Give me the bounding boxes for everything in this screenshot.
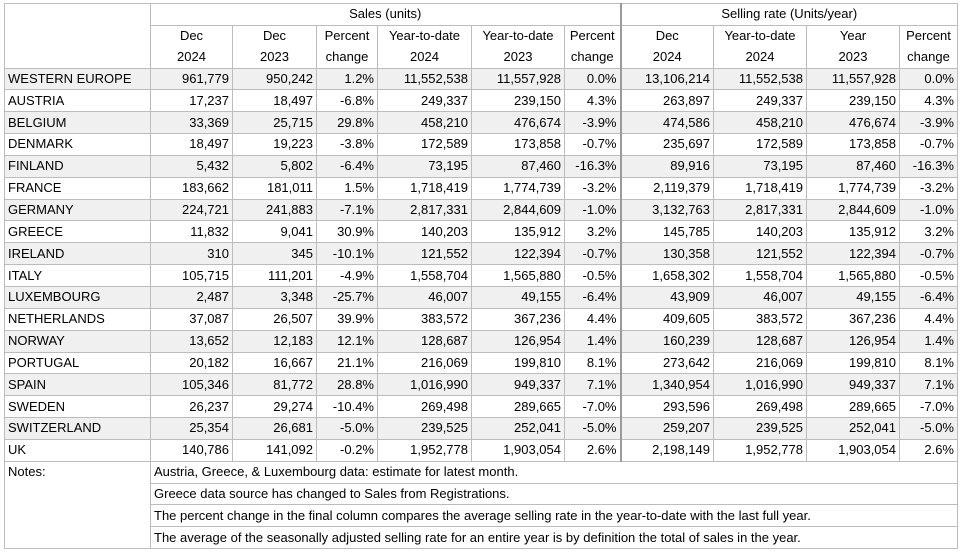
value-cell: 2,844,609	[807, 199, 900, 221]
value-cell: 4.4%	[900, 308, 958, 330]
value-cell: 0.0%	[565, 68, 621, 90]
table-row	[5, 221, 958, 243]
country-name-cell: FINLAND	[5, 155, 151, 177]
value-cell: 1,016,990	[378, 374, 472, 396]
value-cell: -0.7%	[900, 134, 958, 156]
table-body	[5, 68, 958, 461]
value-cell: 269,498	[378, 396, 472, 418]
column-header-line1: Percent	[900, 25, 958, 46]
value-cell: 458,210	[378, 112, 472, 134]
column-header-line1: Percent	[317, 25, 378, 46]
column-header-line2: change	[900, 47, 958, 68]
note-text: Greece data source has changed to Sales from Registrations.	[151, 483, 958, 505]
value-cell: 11,552,538	[378, 68, 472, 90]
value-cell: 4.3%	[565, 90, 621, 112]
column-header-line2: 2023	[233, 47, 317, 68]
value-cell: 249,337	[378, 90, 472, 112]
value-cell: 249,337	[714, 90, 807, 112]
value-cell: 8.1%	[565, 352, 621, 374]
value-cell: 20,182	[151, 352, 233, 374]
value-cell: -10.4%	[317, 396, 378, 418]
value-cell: 241,883	[233, 199, 317, 221]
value-cell: -6.4%	[565, 286, 621, 308]
value-cell: -1.0%	[900, 199, 958, 221]
note-text: Austria, Greece, & Luxembourg data: estimate for latest month.	[151, 461, 958, 483]
value-cell: -4.9%	[317, 265, 378, 287]
value-cell: 289,665	[472, 396, 565, 418]
value-cell: 2,119,379	[621, 177, 714, 199]
value-cell: 126,954	[807, 330, 900, 352]
value-cell: 37,087	[151, 308, 233, 330]
value-cell: 18,497	[151, 134, 233, 156]
table-row	[5, 308, 958, 330]
column-header-line1: Percent	[565, 25, 621, 46]
value-cell: 1,952,778	[378, 439, 472, 461]
country-name-cell: FRANCE	[5, 177, 151, 199]
column-header-line2: 2024	[151, 47, 233, 68]
country-name-cell: SPAIN	[5, 374, 151, 396]
value-cell: 105,715	[151, 265, 233, 287]
value-cell: -3.9%	[565, 112, 621, 134]
value-cell: 19,223	[233, 134, 317, 156]
value-cell: 3.2%	[565, 221, 621, 243]
value-cell: 126,954	[472, 330, 565, 352]
value-cell: 140,786	[151, 439, 233, 461]
value-cell: 1,774,739	[472, 177, 565, 199]
value-cell: 13,652	[151, 330, 233, 352]
value-cell: 121,552	[378, 243, 472, 265]
value-cell: 474,586	[621, 112, 714, 134]
value-cell: 476,674	[472, 112, 565, 134]
value-cell: 39.9%	[317, 308, 378, 330]
value-cell: 145,785	[621, 221, 714, 243]
value-cell: 961,779	[151, 68, 233, 90]
value-cell: 33,369	[151, 112, 233, 134]
country-name-cell: PORTUGAL	[5, 352, 151, 374]
value-cell: 128,687	[378, 330, 472, 352]
value-cell: 89,916	[621, 155, 714, 177]
value-cell: 18,497	[233, 90, 317, 112]
value-cell: -3.2%	[565, 177, 621, 199]
value-cell: 273,642	[621, 352, 714, 374]
column-header-line2: change	[317, 47, 378, 68]
country-name-cell: GERMANY	[5, 199, 151, 221]
value-cell: 2.6%	[900, 439, 958, 461]
value-cell: 181,011	[233, 177, 317, 199]
value-cell: -6.4%	[317, 155, 378, 177]
country-name-cell: WESTERN EUROPE	[5, 68, 151, 90]
table-row	[5, 134, 958, 156]
table-row	[5, 374, 958, 396]
value-cell: 235,697	[621, 134, 714, 156]
column-header-line1: Year-to-date	[378, 25, 472, 46]
value-cell: 16,667	[233, 352, 317, 374]
table-row	[5, 90, 958, 112]
value-cell: 87,460	[807, 155, 900, 177]
column-header-line2: 2024	[621, 47, 714, 68]
value-cell: 87,460	[472, 155, 565, 177]
value-cell: 2,817,331	[714, 199, 807, 221]
header-group-row	[5, 4, 958, 26]
value-cell: 11,552,538	[714, 68, 807, 90]
value-cell: 7.1%	[565, 374, 621, 396]
value-cell: -7.0%	[900, 396, 958, 418]
value-cell: 949,337	[807, 374, 900, 396]
value-cell: 135,912	[807, 221, 900, 243]
value-cell: -6.4%	[900, 286, 958, 308]
value-cell: 1,558,704	[714, 265, 807, 287]
table-row	[5, 68, 958, 90]
sales-table	[4, 3, 958, 549]
column-header-line1: Year-to-date	[472, 25, 565, 46]
value-cell: 9,041	[233, 221, 317, 243]
value-cell: 310	[151, 243, 233, 265]
value-cell: -25.7%	[317, 286, 378, 308]
value-cell: -16.3%	[900, 155, 958, 177]
value-cell: -5.0%	[317, 418, 378, 440]
value-cell: 11,557,928	[472, 68, 565, 90]
value-cell: 12,183	[233, 330, 317, 352]
table-row	[5, 418, 958, 440]
value-cell: -0.7%	[565, 243, 621, 265]
column-header-line2: 2024	[378, 47, 472, 68]
value-cell: 0.0%	[900, 68, 958, 90]
value-cell: 216,069	[714, 352, 807, 374]
value-cell: 1,718,419	[714, 177, 807, 199]
value-cell: 46,007	[714, 286, 807, 308]
value-cell: 259,207	[621, 418, 714, 440]
value-cell: 1.5%	[317, 177, 378, 199]
value-cell: 26,681	[233, 418, 317, 440]
country-name-cell: IRELAND	[5, 243, 151, 265]
value-cell: 224,721	[151, 199, 233, 221]
value-cell: 1.4%	[565, 330, 621, 352]
table-row	[5, 112, 958, 134]
value-cell: 4.4%	[565, 308, 621, 330]
value-cell: 5,432	[151, 155, 233, 177]
column-header-line2: 2023	[807, 47, 900, 68]
value-cell: 4.3%	[900, 90, 958, 112]
value-cell: 1,658,302	[621, 265, 714, 287]
value-cell: 476,674	[807, 112, 900, 134]
value-cell: 11,557,928	[807, 68, 900, 90]
country-name-cell: NORWAY	[5, 330, 151, 352]
value-cell: 367,236	[807, 308, 900, 330]
country-name-cell: AUSTRIA	[5, 90, 151, 112]
country-name-cell: SWITZERLAND	[5, 418, 151, 440]
value-cell: 17,237	[151, 90, 233, 112]
value-cell: 8.1%	[900, 352, 958, 374]
value-cell: 105,346	[151, 374, 233, 396]
value-cell: 199,810	[472, 352, 565, 374]
value-cell: 81,772	[233, 374, 317, 396]
table-row	[5, 243, 958, 265]
column-header-line1: Year	[807, 25, 900, 46]
value-cell: 1,903,054	[472, 439, 565, 461]
column-header-line1: Year-to-date	[714, 25, 807, 46]
value-cell: -0.7%	[900, 243, 958, 265]
value-cell: 11,832	[151, 221, 233, 243]
value-cell: 172,589	[714, 134, 807, 156]
value-cell: 172,589	[378, 134, 472, 156]
value-cell: 25,354	[151, 418, 233, 440]
value-cell: 383,572	[378, 308, 472, 330]
table-row	[5, 155, 958, 177]
value-cell: 1.2%	[317, 68, 378, 90]
value-cell: 29.8%	[317, 112, 378, 134]
column-header-line1: Dec	[151, 25, 233, 46]
value-cell: 49,155	[472, 286, 565, 308]
value-cell: 130,358	[621, 243, 714, 265]
country-name-cell: NETHERLANDS	[5, 308, 151, 330]
value-cell: 950,242	[233, 68, 317, 90]
value-cell: -7.1%	[317, 199, 378, 221]
value-cell: 160,239	[621, 330, 714, 352]
value-cell: 26,237	[151, 396, 233, 418]
value-cell: 1,016,990	[714, 374, 807, 396]
value-cell: 345	[233, 243, 317, 265]
value-cell: 43,909	[621, 286, 714, 308]
value-cell: 30.9%	[317, 221, 378, 243]
value-cell: -3.8%	[317, 134, 378, 156]
value-cell: -5.0%	[565, 418, 621, 440]
value-cell: 46,007	[378, 286, 472, 308]
notes-section	[5, 461, 958, 548]
value-cell: 28.8%	[317, 374, 378, 396]
value-cell: 949,337	[472, 374, 565, 396]
value-cell: -0.2%	[317, 439, 378, 461]
value-cell: 3.2%	[900, 221, 958, 243]
value-cell: 140,203	[378, 221, 472, 243]
value-cell: -0.5%	[900, 265, 958, 287]
value-cell: 3,132,763	[621, 199, 714, 221]
value-cell: 289,665	[807, 396, 900, 418]
value-cell: 49,155	[807, 286, 900, 308]
header-blank-cell	[5, 4, 151, 69]
value-cell: 5,802	[233, 155, 317, 177]
value-cell: 183,662	[151, 177, 233, 199]
value-cell: 1,903,054	[807, 439, 900, 461]
value-cell: 293,596	[621, 396, 714, 418]
value-cell: 1,340,954	[621, 374, 714, 396]
value-cell: 1,565,880	[472, 265, 565, 287]
header-rate-group: Selling rate (Units/year)	[621, 4, 958, 26]
country-name-cell: SWEDEN	[5, 396, 151, 418]
sales-table-container	[4, 3, 958, 549]
value-cell: 73,195	[378, 155, 472, 177]
value-cell: 1,718,419	[378, 177, 472, 199]
value-cell: 25,715	[233, 112, 317, 134]
note-text: The percent change in the final column compares the average selling rate in the year-to-date with the last full year.	[151, 505, 958, 527]
value-cell: 2,817,331	[378, 199, 472, 221]
country-name-cell: GREECE	[5, 221, 151, 243]
header-sales-group: Sales (units)	[151, 4, 621, 26]
value-cell: 21.1%	[317, 352, 378, 374]
value-cell: 2,844,609	[472, 199, 565, 221]
table-row	[5, 352, 958, 374]
value-cell: 12.1%	[317, 330, 378, 352]
value-cell: -1.0%	[565, 199, 621, 221]
value-cell: 1,774,739	[807, 177, 900, 199]
value-cell: 121,552	[714, 243, 807, 265]
value-cell: 29,274	[233, 396, 317, 418]
value-cell: 367,236	[472, 308, 565, 330]
country-name-cell: DENMARK	[5, 134, 151, 156]
value-cell: 269,498	[714, 396, 807, 418]
value-cell: -0.5%	[565, 265, 621, 287]
value-cell: 1,558,704	[378, 265, 472, 287]
table-row	[5, 199, 958, 221]
value-cell: 216,069	[378, 352, 472, 374]
value-cell: 2,487	[151, 286, 233, 308]
column-header-line2: 2024	[714, 47, 807, 68]
value-cell: -10.1%	[317, 243, 378, 265]
value-cell: 409,605	[621, 308, 714, 330]
value-cell: 122,394	[807, 243, 900, 265]
value-cell: 199,810	[807, 352, 900, 374]
notes-label: Notes:	[5, 461, 151, 548]
value-cell: 141,092	[233, 439, 317, 461]
value-cell: -7.0%	[565, 396, 621, 418]
value-cell: 122,394	[472, 243, 565, 265]
value-cell: -5.0%	[900, 418, 958, 440]
value-cell: 140,203	[714, 221, 807, 243]
column-header-line1: Dec	[621, 25, 714, 46]
column-header-line2: 2023	[472, 47, 565, 68]
value-cell: -0.7%	[565, 134, 621, 156]
value-cell: 239,525	[378, 418, 472, 440]
value-cell: 239,525	[714, 418, 807, 440]
value-cell: -16.3%	[565, 155, 621, 177]
value-cell: 1.4%	[900, 330, 958, 352]
column-header-line1: Dec	[233, 25, 317, 46]
table-row	[5, 265, 958, 287]
value-cell: 1,565,880	[807, 265, 900, 287]
table-row	[5, 439, 958, 461]
table-row	[5, 330, 958, 352]
value-cell: 239,150	[472, 90, 565, 112]
value-cell: 135,912	[472, 221, 565, 243]
value-cell: 458,210	[714, 112, 807, 134]
note-text: The average of the seasonally adjusted selling rate for an entire year is by definition the total of sales in the year.	[151, 527, 958, 549]
country-name-cell: ITALY	[5, 265, 151, 287]
table-row	[5, 177, 958, 199]
value-cell: -6.8%	[317, 90, 378, 112]
value-cell: -3.9%	[900, 112, 958, 134]
value-cell: 252,041	[807, 418, 900, 440]
country-name-cell: UK	[5, 439, 151, 461]
value-cell: -3.2%	[900, 177, 958, 199]
value-cell: 73,195	[714, 155, 807, 177]
value-cell: 13,106,214	[621, 68, 714, 90]
value-cell: 2,198,149	[621, 439, 714, 461]
value-cell: 173,858	[472, 134, 565, 156]
value-cell: 252,041	[472, 418, 565, 440]
country-name-cell: LUXEMBOURG	[5, 286, 151, 308]
value-cell: 2.6%	[565, 439, 621, 461]
value-cell: 383,572	[714, 308, 807, 330]
value-cell: 26,507	[233, 308, 317, 330]
column-header-line2: change	[565, 47, 621, 68]
country-name-cell: BELGIUM	[5, 112, 151, 134]
value-cell: 1,952,778	[714, 439, 807, 461]
value-cell: 7.1%	[900, 374, 958, 396]
value-cell: 239,150	[807, 90, 900, 112]
value-cell: 173,858	[807, 134, 900, 156]
value-cell: 3,348	[233, 286, 317, 308]
notes-row	[5, 461, 958, 483]
value-cell: 263,897	[621, 90, 714, 112]
value-cell: 111,201	[233, 265, 317, 287]
table-row	[5, 396, 958, 418]
table-row	[5, 286, 958, 308]
value-cell: 128,687	[714, 330, 807, 352]
